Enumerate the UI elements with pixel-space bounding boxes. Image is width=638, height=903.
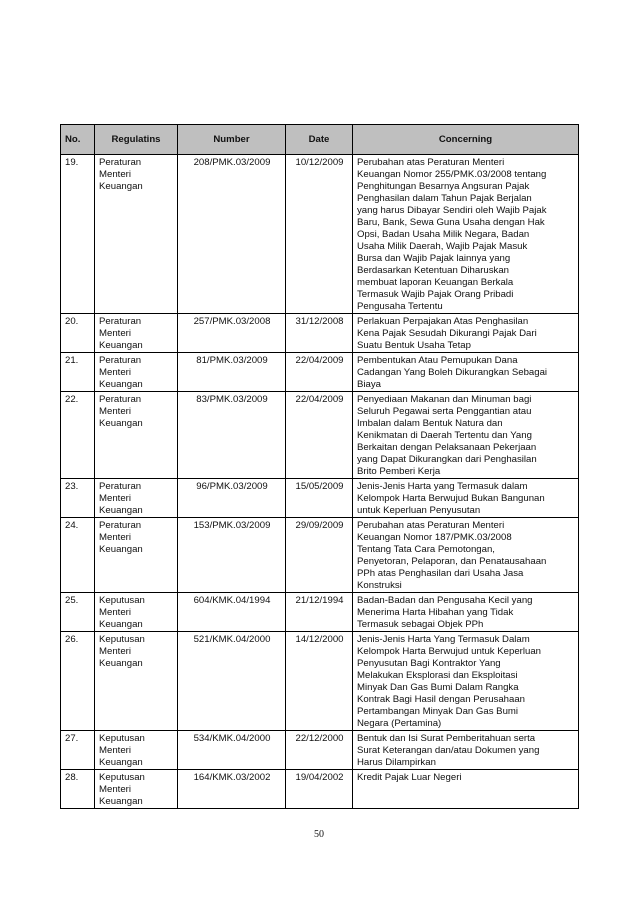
regulation-date: 29/09/2009 — [295, 520, 344, 531]
regulation-concerning: Bentuk dan Isi Surat Pemberitahuan serta Surat Keterangan dan/atau Dokumen yang Harus Dilampirkan — [357, 733, 540, 768]
regulation-type-cell — [95, 770, 178, 809]
row-number: 22. — [65, 394, 79, 405]
regulation-number-cell — [178, 479, 286, 518]
table-row — [61, 353, 579, 392]
regulation-number: 521/KMK.04/2000 — [193, 634, 271, 645]
regulation-concerning-cell — [353, 518, 579, 593]
row-number: 26. — [65, 634, 79, 645]
regulation-date-cell — [286, 392, 353, 479]
table-row — [61, 593, 579, 632]
row-number: 19. — [65, 157, 79, 168]
regulation-date: 19/04/2002 — [295, 772, 344, 783]
regulation-concerning-cell — [353, 731, 579, 770]
regulation-date-cell — [286, 479, 353, 518]
regulation-number: 208/PMK.03/2009 — [193, 157, 271, 168]
regulation-date-cell — [286, 632, 353, 731]
page-number: 50 — [314, 829, 324, 840]
row-number: 27. — [65, 733, 79, 744]
header-regulations: Regulatins — [95, 125, 178, 155]
regulation-number-cell — [178, 392, 286, 479]
regulation-number: 534/KMK.04/2000 — [193, 733, 271, 744]
row-number: 24. — [65, 520, 79, 531]
regulation-type-cell — [95, 518, 178, 593]
regulation-number-cell — [178, 353, 286, 392]
regulation-number-cell — [178, 155, 286, 314]
regulation-type-cell — [95, 632, 178, 731]
table-row — [61, 479, 579, 518]
regulation-concerning-cell — [353, 314, 579, 353]
row-number-cell — [61, 632, 95, 731]
regulation-concerning-cell — [353, 155, 579, 314]
row-number-cell — [61, 518, 95, 593]
regulation-date-cell — [286, 155, 353, 314]
regulation-type: Keputusan Menteri Keuangan — [99, 772, 145, 807]
regulation-number: 604/KMK.04/1994 — [193, 595, 271, 606]
regulation-date-cell — [286, 353, 353, 392]
regulation-type-cell — [95, 479, 178, 518]
regulation-number: 81/PMK.03/2009 — [196, 355, 268, 366]
table-header-row — [61, 125, 579, 155]
regulation-date: 15/05/2009 — [295, 481, 344, 492]
header-no: No. — [61, 125, 95, 155]
row-number: 23. — [65, 481, 79, 492]
regulation-concerning-cell — [353, 353, 579, 392]
regulation-date-cell — [286, 731, 353, 770]
row-number-cell — [61, 479, 95, 518]
regulation-concerning: Jenis-Jenis Harta Yang Termasuk Dalam Kelompok Harta Berwujud untuk Keperluan Penyusutan Bagi Kontraktor Yang Melakukan Eksplorasi dan Eksploitasi Minyak Dan Gas Bumi Dalam Rangka Kontrak Bagi Hasil dengan Perusahaan Pertambangan Minyak Dan Gas Bumi Negara (Pertamina) — [357, 634, 541, 729]
regulation-type-cell — [95, 593, 178, 632]
regulation-type-cell — [95, 314, 178, 353]
row-number-cell — [61, 770, 95, 809]
regulation-concerning-cell — [353, 632, 579, 731]
table-row — [61, 632, 579, 731]
regulation-type-cell — [95, 392, 178, 479]
regulation-type-cell — [95, 731, 178, 770]
row-number-cell — [61, 353, 95, 392]
regulation-number-cell — [178, 593, 286, 632]
regulation-concerning: Badan-Badan dan Pengusaha Kecil yang Menerima Harta Hibahan yang Tidak Termasuk sebagai Objek PPh — [357, 595, 533, 630]
regulation-number: 83/PMK.03/2009 — [196, 394, 268, 405]
regulation-date: 22/12/2000 — [295, 733, 344, 744]
row-number-cell — [61, 314, 95, 353]
regulation-date: 22/04/2009 — [295, 355, 344, 366]
regulation-number-cell — [178, 314, 286, 353]
regulation-type-cell — [95, 353, 178, 392]
regulations-table — [60, 124, 579, 809]
header-date: Date — [286, 125, 353, 155]
table-row — [61, 770, 579, 809]
row-number-cell — [61, 731, 95, 770]
regulation-date: 22/04/2009 — [295, 394, 344, 405]
table-row — [61, 155, 579, 314]
regulation-concerning: Perlakuan Perpajakan Atas Penghasilan Kena Pajak Sesudah Dikurangi Pajak Dari Suatu Bentuk Usaha Tetap — [357, 316, 537, 351]
regulation-date-cell — [286, 314, 353, 353]
header-concerning: Concerning — [353, 125, 579, 155]
regulation-concerning: Perubahan atas Peraturan Menteri Keuangan Nomor 187/PMK.03/2008 Tentang Tata Cara Pemotongan, Penyetoran, Pelaporan, dan Penatausahaan PPh atas Penghasilan dari Usaha Jasa Konstruksi — [357, 520, 547, 591]
row-number: 28. — [65, 772, 79, 783]
regulation-concerning: Kredit Pajak Luar Negeri — [357, 772, 462, 783]
regulation-concerning: Jenis-Jenis Harta yang Termasuk dalam Kelompok Harta Berwujud Bukan Bangunan untuk Keperluan Penyusutan — [357, 481, 545, 516]
row-number: 20. — [65, 316, 79, 327]
regulation-number-cell — [178, 770, 286, 809]
table-row — [61, 731, 579, 770]
regulation-number: 164/KMK.03/2002 — [193, 772, 271, 783]
regulation-concerning: Penyediaan Makanan dan Minuman bagi Seluruh Pegawai serta Penggantian atau Imbalan dalam Bentuk Natura dan Kenikmatan di Daerah Tertentu dan Yang Berkaitan dengan Pelaksanaan Pekerjaan yang Dapat Dikurangkan dari Penghasilan Brito Pemberi Kerja — [357, 394, 537, 477]
regulation-type: Peraturan Menteri Keuangan — [99, 394, 143, 429]
regulation-date: 14/12/2000 — [295, 634, 344, 645]
regulation-concerning-cell — [353, 770, 579, 809]
regulation-date: 10/12/2009 — [295, 157, 344, 168]
regulation-concerning: Perubahan atas Peraturan Menteri Keuangan Nomor 255/PMK.03/2008 tentang Penghitungan Besarnya Angsuran Pajak Penghasilan dalam Tahun Pajak Berjalan yang harus Dibayar Sendiri oleh Wajib Pajak Baru, Bank, Sewa Guna Usaha dengan Hak Opsi, Badan Usaha Milik Negara, Badan Usaha Milik Daerah, Wajib Pajak Masuk Bursa dan Wajib Pajak lainnya yang Berdasarkan Ketentuan Diharuskan membuat laporan Keuangan Berkala Termasuk Wajib Pajak Orang Pribadi Pengusaha Tertentu — [357, 157, 547, 312]
table-row — [61, 518, 579, 593]
regulation-date-cell — [286, 770, 353, 809]
row-number: 25. — [65, 595, 79, 606]
regulation-type: Peraturan Menteri Keuangan — [99, 157, 143, 192]
regulation-concerning-cell — [353, 593, 579, 632]
regulation-date: 21/12/1994 — [295, 595, 344, 606]
row-number: 21. — [65, 355, 79, 366]
regulation-number: 257/PMK.03/2008 — [193, 316, 271, 327]
regulation-type: Peraturan Menteri Keuangan — [99, 316, 143, 351]
regulation-type: Peraturan Menteri Keuangan — [99, 355, 143, 390]
regulation-type: Keputusan Menteri Keuangan — [99, 634, 145, 669]
regulation-type-cell — [95, 155, 178, 314]
regulation-type: Keputusan Menteri Keuangan — [99, 733, 145, 768]
header-number: Number — [178, 125, 286, 155]
regulation-concerning-cell — [353, 392, 579, 479]
regulation-concerning-cell — [353, 479, 579, 518]
regulation-number-cell — [178, 518, 286, 593]
regulation-number-cell — [178, 731, 286, 770]
row-number-cell — [61, 392, 95, 479]
table-row — [61, 314, 579, 353]
regulation-type: Peraturan Menteri Keuangan — [99, 481, 143, 516]
regulation-number-cell — [178, 632, 286, 731]
regulation-date: 31/12/2008 — [295, 316, 344, 327]
row-number-cell — [61, 155, 95, 314]
regulation-number: 153/PMK.03/2009 — [193, 520, 271, 531]
regulation-concerning: Pembentukan Atau Pemupukan Dana Cadangan Yang Boleh Dikurangkan Sebagai Biaya — [357, 355, 548, 390]
row-number-cell — [61, 593, 95, 632]
regulation-date-cell — [286, 518, 353, 593]
table-row — [61, 392, 579, 479]
regulation-number: 96/PMK.03/2009 — [196, 481, 268, 492]
regulation-type: Peraturan Menteri Keuangan — [99, 520, 143, 555]
regulation-date-cell — [286, 593, 353, 632]
regulation-type: Keputusan Menteri Keuangan — [99, 595, 145, 630]
